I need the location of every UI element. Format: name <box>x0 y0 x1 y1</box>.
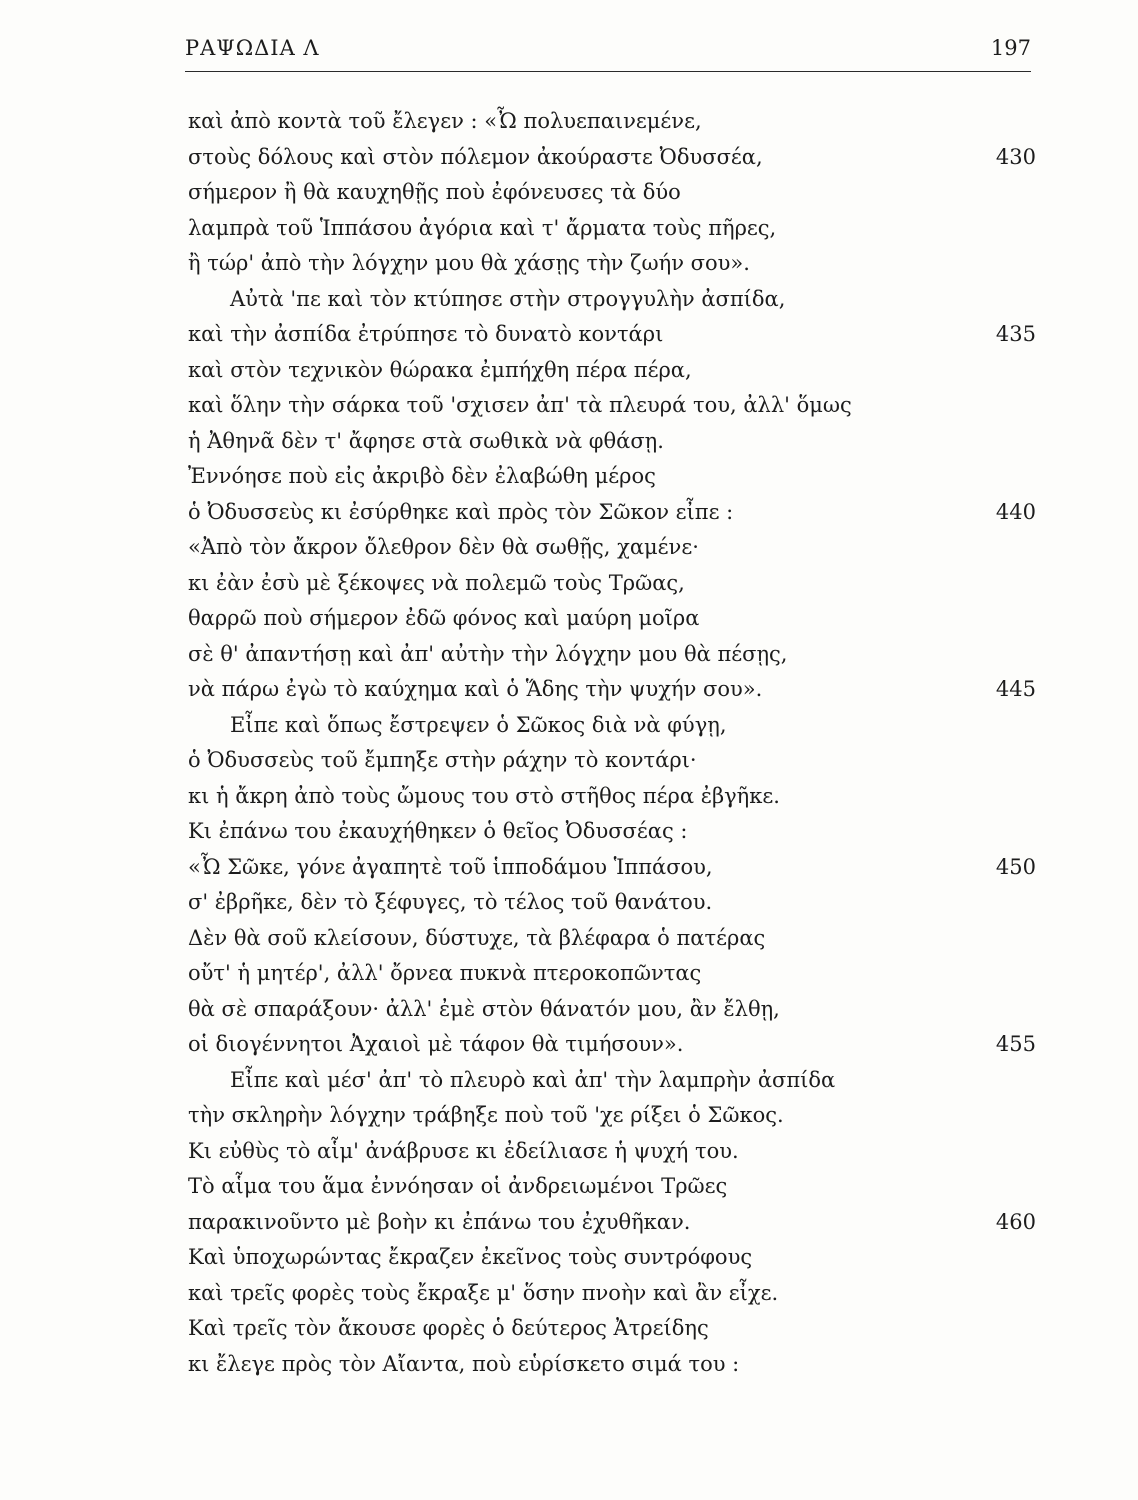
verse-line <box>188 601 1036 637</box>
line-number: 430 <box>995 144 1036 169</box>
verse-text: καὶ ὅλην τὴν σάρκα τοῦ 'σχισεν ἀπ' τὰ πλευρά του, ἀλλ' ὅμως <box>188 393 852 417</box>
chapter-title: ΡΑΨΩΔΙΑ Λ <box>185 36 320 60</box>
verse-line <box>188 388 1036 424</box>
verse-line <box>188 992 1036 1028</box>
verse-line <box>188 1276 1036 1312</box>
verse-text: Ἐννόησε ποὺ εἰς ἀκριβὸ δὲν ἐλαβώθη μέρος <box>188 464 656 488</box>
verse-line <box>188 743 1036 779</box>
line-number: 450 <box>995 854 1036 879</box>
verse-text: Καὶ τρεῖς τὸν ἄκουσε φορὲς ὁ δεύτερος Ἀτρείδης <box>188 1316 709 1340</box>
line-number: 445 <box>995 677 1036 701</box>
verse-text: Καὶ ὑποχωρώντας ἔκραζεν ἐκεῖνος τοὺς συντρόφους <box>188 1245 753 1269</box>
verse-text: ἡ Ἀθηνᾶ δὲν τ' ἄφησε στὰ σωθικὰ νὰ φθάσῃ. <box>188 428 664 453</box>
verse-text: νὰ πάρω ἐγὼ τὸ καύχημα καὶ ὁ Ἅδης τὴν ψυχήν σου». <box>188 677 763 701</box>
verse-text: Δὲν θὰ σοῦ κλείσουν, δύστυχε, τὰ βλέφαρα ὁ πατέρας <box>188 925 766 950</box>
verse-text: Κι εὐθὺς τὸ αἷμ' ἀνάβρυσε κι ἐδείλιασε ἡ ψυχή του. <box>188 1138 739 1163</box>
verse-text: οἱ διογέννητοι Ἀχαιοὶ μὲ τάφον θὰ τιμήσουν». <box>188 1032 684 1056</box>
verse-text: ἢ τώρ' ἀπὸ τὴν λόγχην μου θὰ χάσῃς τὴν ζωήν σου». <box>188 251 750 275</box>
verse-text: Κι ἐπάνω του ἐκαυχήθηκεν ὁ θεῖος Ὀδυσσέας : <box>188 819 688 843</box>
verse-line <box>188 140 1036 176</box>
verse-line <box>188 708 1036 744</box>
verse-line <box>188 211 1036 247</box>
verse-line <box>188 1098 1036 1134</box>
verse-text: λαμπρὰ τοῦ Ἱππάσου ἀγόρια καὶ τ' ἄρματα τοὺς πῆρες, <box>188 215 777 240</box>
verse-line <box>188 1347 1036 1383</box>
verse-text: ὁ Ὀδυσσεὺς τοῦ ἔμπηξε στὴν ράχην τὸ κοντάρι· <box>188 748 697 772</box>
verse-line <box>188 672 1036 708</box>
verse-line <box>188 1240 1036 1276</box>
verse-line <box>188 246 1036 282</box>
running-head <box>185 36 1031 72</box>
verse-line <box>188 1063 1036 1099</box>
verse-line <box>188 104 1036 140</box>
verse-line <box>188 1311 1036 1347</box>
verse-text: καὶ ἀπὸ κοντὰ τοῦ ἔλεγεν : «Ὦ πολυεπαινεμένε, <box>188 109 702 133</box>
verse-text: Τὸ αἷμα του ἅμα ἐννόησαν οἱ ἀνδρειωμένοι Τρῶες <box>188 1174 728 1198</box>
verse-line <box>188 1027 1036 1063</box>
verse-list <box>188 104 1036 1382</box>
verse-text: ὁ Ὀδυσσεὺς κι ἐσύρθηκε καὶ πρὸς τὸν Σῶκον εἶπε : <box>188 499 734 524</box>
verse-line <box>188 1205 1036 1241</box>
verse-line <box>188 1169 1036 1205</box>
verse-line <box>188 956 1036 992</box>
verse-line <box>188 424 1036 460</box>
verse-text: παρακινοῦντο μὲ βοὴν κι ἐπάνω του ἐχυθῆκαν. <box>188 1209 691 1234</box>
line-number: 435 <box>995 322 1036 346</box>
verse-line <box>188 637 1036 673</box>
verse-line <box>188 282 1036 318</box>
verse-line <box>188 885 1036 921</box>
verse-line <box>188 850 1036 886</box>
verse-text: καὶ τρεῖς φορὲς τοὺς ἔκραξε μ' ὅσην πνοὴν καὶ ἂν εἶχε. <box>188 1280 779 1305</box>
verse-text: κι ἔλεγε πρὸς τὸν Αἴαντα, ποὺ εὑρίσκετο σιμά του : <box>188 1351 740 1376</box>
verse-line <box>188 779 1036 815</box>
line-number: 455 <box>995 1032 1036 1056</box>
verse-text: θαρρῶ ποὺ σήμερον ἐδῶ φόνος καὶ μαύρη μοῖρα <box>188 606 700 630</box>
line-number: 460 <box>995 1209 1036 1234</box>
verse-text: σήμερον ἢ θὰ καυχηθῇς ποὺ ἐφόνευσες τὰ δύο <box>188 180 681 204</box>
verse-text: Εἶπε καὶ μέσ' ἀπ' τὸ πλευρὸ καὶ ἀπ' τὴν λαμπρὴν ἀσπίδα <box>230 1067 836 1092</box>
verse-line <box>188 814 1036 850</box>
verse-text: καὶ τὴν ἀσπίδα ἐτρύπησε τὸ δυνατὸ κοντάρι <box>188 322 664 346</box>
verse-text: θὰ σὲ σπαράξουν· ἀλλ' ἐμὲ στὸν θάνατόν μου, ἂν ἔλθῃ, <box>188 996 780 1021</box>
page-number: 197 <box>990 36 1031 60</box>
verse-text: «Ὦ Σῶκε, γόνε ἀγαπητὲ τοῦ ἱπποδάμου Ἱππάσου, <box>188 854 713 879</box>
verse-text: Εἶπε καὶ ὅπως ἔστρεψεν ὁ Σῶκος διὰ νὰ φύγῃ, <box>230 712 727 737</box>
verse-line <box>188 317 1036 353</box>
verse-text: κι ἐὰν ἐσὺ μὲ ξέκοψες νὰ πολεμῶ τοὺς Τρῶας, <box>188 570 685 595</box>
verse-line <box>188 495 1036 531</box>
line-number: 440 <box>995 499 1036 524</box>
verse-line <box>188 175 1036 211</box>
verse-line <box>188 353 1036 389</box>
verse-text: τὴν σκληρὴν λόγχην τράβηξε ποὺ τοῦ 'χε ρίξει ὁ Σῶκος. <box>188 1103 784 1127</box>
verse-line <box>188 459 1036 495</box>
verse-text: σὲ θ' ἀπαντήσῃ καὶ ἀπ' αὐτὴν τὴν λόγχην μου θὰ πέσῃς, <box>188 641 788 666</box>
header-rule <box>185 71 1031 72</box>
verse-text: «Ἀπὸ τὸν ἄκρον ὄλεθρον δὲν θὰ σωθῇς, χαμένε· <box>188 535 699 559</box>
verse-text: σ' ἐβρῆκε, δὲν τὸ ξέφυγες, τὸ τέλος τοῦ θανάτου. <box>188 890 713 914</box>
verse-line <box>188 1134 1036 1170</box>
verse-line <box>188 566 1036 602</box>
verse-line <box>188 530 1036 566</box>
verse-line <box>188 921 1036 957</box>
verse-text: οὔτ' ἡ μητέρ', ἀλλ' ὄρνεα πυκνὰ πτεροκοπῶντας <box>188 961 702 985</box>
verse-text: κι ἡ ἄκρη ἀπὸ τοὺς ὤμους του στὸ στῆθος πέρα ἐβγῆκε. <box>188 783 780 808</box>
verse-text: Αὐτὰ 'πε καὶ τὸν κτύπησε στὴν στρογγυλὴν ἀσπίδα, <box>230 286 786 311</box>
verse-text: στοὺς δόλους καὶ στὸν πόλεμον ἀκούραστε Ὀδυσσέα, <box>188 144 763 169</box>
verse-text: καὶ στὸν τεχνικὸν θώρακα ἐμπήχθη πέρα πέρα, <box>188 357 692 382</box>
